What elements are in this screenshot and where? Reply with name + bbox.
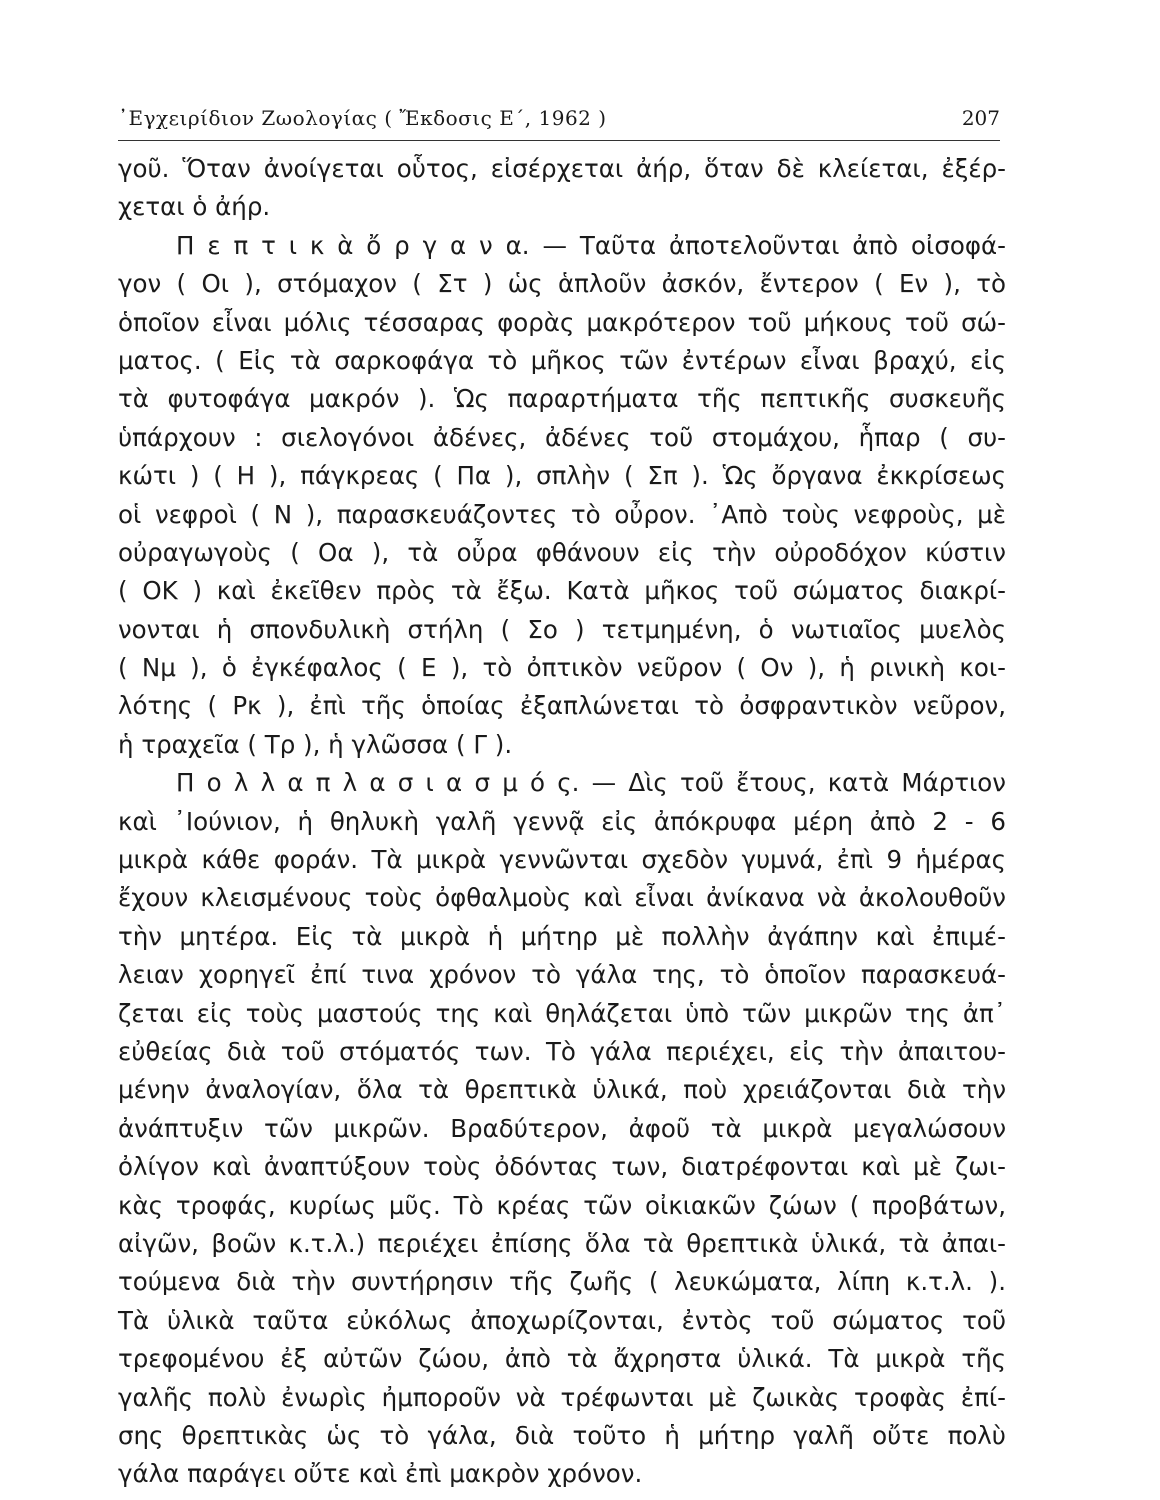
text-line: κὰς τροφάς, κυρίως μῦς. Τὸ κρέας τῶν οἰκιακῶν ζώων ( προβάτων,: [118, 1190, 1006, 1220]
text-line: μικρὰ κάθε φοράν. Τὰ μικρὰ γεννῶνται σχεδὸν γυμνά, ἐπὶ 9 ἡμέρας: [118, 845, 1006, 875]
text-line: ὀλίγον καὶ ἀναπτύξουν τοὺς ὀδόντας των, διατρέφονται καὶ μὲ ζωι-: [118, 1152, 1006, 1182]
text-line: καὶ ᾽Ιούνιον, ἡ θηλυκὴ γαλῆ γεννᾷ εἰς ἀπόκρυφα μέρη ἀπὸ 2 - 6: [118, 806, 1006, 836]
text-line: ὑπάρχουν : σιελογόνοι ἀδένες, ἀδένες τοῦ στομάχου, ἧπαρ ( συ-: [118, 422, 1006, 452]
text-line: Π ε π τ ι κ ὰ ὄ ρ γ α ν α. — Ταῦτα ἀποτελοῦνται ἀπὸ οἰσοφά-: [176, 230, 1006, 260]
text-line: λότης ( Ρκ ), ἐπὶ τῆς ὁποίας ἐξαπλώνεται τὸ ὀσφραντικὸν νεῦρον,: [118, 691, 1006, 721]
text-line: λειαν χορηγεῖ ἐπί τινα χρόνον τὸ γάλα της, τὸ ὁποῖον παρασκευά-: [118, 960, 1006, 990]
text-line: ἔχουν κλεισμένους τοὺς ὀφθαλμοὺς καὶ εἶναι ἀνίκανα νὰ ἀκολουθοῦν: [118, 883, 1006, 913]
text-line: ἀνάπτυξιν τῶν μικρῶν. Βραδύτερον, ἀφοῦ τὰ μικρὰ μεγαλώσουν: [118, 1113, 1006, 1143]
text-line: ζεται εἰς τοὺς μαστούς της καὶ θηλάζεται ὑπὸ τῶν μικρῶν της ἀπ᾽: [118, 998, 1006, 1028]
text-line: σης θρεπτικὰς ὡς τὸ γάλα, διὰ τοῦτο ἡ μήτηρ γαλῆ οὔτε πολὺ: [118, 1420, 1006, 1450]
text-line: γάλα παράγει οὔτε καὶ ἐπὶ μακρὸν χρόνον.: [118, 1459, 643, 1489]
text-line: τὴν μητέρα. Εἰς τὰ μικρὰ ἡ μήτηρ μὲ πολλὴν ἀγάπην καὶ ἐπιμέ-: [118, 921, 1006, 951]
text-line: νονται ἡ σπονδυλικὴ στήλη ( Σο ) τετμημένη, ὁ νωτιαῖος μυελὸς: [118, 614, 1006, 644]
text-line: ( ΟΚ ) καὶ ἐκεῖθεν πρὸς τὰ ἔξω. Κατὰ μῆκος τοῦ σώματος διακρί-: [118, 576, 1006, 606]
text-line: γοῦ. Ὅταν ἀνοίγεται οὗτος, εἰσέρχεται ἀήρ, ὅταν δὲ κλείεται, ἐξέρ-: [118, 154, 1006, 183]
text-line: Π ο λ λ α π λ α σ ι α σ μ ό ς. — Δὶς τοῦ ἔτους, κατὰ Μάρτιον: [176, 768, 1006, 798]
text-line: οὐραγωγοὺς ( Οα ), τὰ οὖρα φθάνουν εἰς τὴν οὐροδόχον κύστιν: [118, 537, 1006, 567]
text-line: ἡ τραχεῖα ( Τρ ), ἡ γλῶσσα ( Γ ).: [118, 729, 513, 759]
text-line: ματος. ( Εἰς τὰ σαρκοφάγα τὸ μῆκος τῶν ἐντέρων εἶναι βραχύ, εἰς: [118, 345, 1006, 375]
text-line: χεται ὁ ἀήρ.: [118, 192, 271, 222]
text-line: Τὰ ὑλικὰ ταῦτα εὐκόλως ἀποχωρίζονται, ἐντὸς τοῦ σώματος τοῦ: [118, 1305, 1006, 1335]
text-line: μένην ἀναλογίαν, ὅλα τὰ θρεπτικὰ ὑλικά, ποὺ χρειάζονται διὰ τὴν: [118, 1075, 1006, 1105]
text-line: αἰγῶν, βοῶν κ.τ.λ.) περιέχει ἐπίσης ὅλα τὰ θρεπτικὰ ὑλικά, τὰ ἀπαι-: [118, 1228, 1006, 1258]
text-line: τὰ φυτοφάγα μακρόν ). Ὡς παραρτήματα τῆς πεπτικῆς συσκευῆς: [118, 384, 1006, 414]
body-text: [118, 150, 1006, 1494]
text-line: ὁποῖον εἶναι μόλις τέσσαρας φορὰς μακρότερον τοῦ μήκους τοῦ σώ-: [118, 307, 1006, 337]
text-line: εὐθείας διὰ τοῦ στόματός των. Τὸ γάλα περιέχει, εἰς τὴν ἀπαιτου-: [118, 1036, 1006, 1066]
text-line: οἱ νεφροὶ ( Ν ), παρασκευάζοντες τὸ οὖρον. ᾽Απὸ τοὺς νεφροὺς, μὲ: [118, 499, 1006, 529]
page-number: 207: [961, 106, 1000, 130]
text-line: κώτι ) ( Η ), πάγκρεας ( Πα ), σπλὴν ( Σπ ). Ὡς ὄργανα ἐκκρίσεως: [118, 461, 1006, 491]
text-line: τούμενα διὰ τὴν συντήρησιν τῆς ζωῆς ( λευκώματα, λίπη κ.τ.λ. ).: [118, 1267, 1006, 1297]
running-header: [118, 104, 1000, 141]
text-line: γον ( Οι ), στόμαχον ( Στ ) ὡς ἁπλοῦν ἀσκόν, ἔντερον ( Εν ), τὸ: [118, 269, 1006, 299]
text-line: γαλῆς πολὺ ἐνωρὶς ἠμποροῦν νὰ τρέφωνται μὲ ζωικὰς τροφὰς ἐπί-: [118, 1382, 1006, 1412]
book-title: ᾽Εγχειρίδιον Ζωολογίας ( Ἔκδοσις Ε΄, 1962 ): [118, 106, 607, 130]
text-line: τρεφομένου ἐξ αὐτῶν ζώου, ἀπὸ τὰ ἄχρηστα ὑλικά. Τὰ μικρὰ τῆς: [118, 1344, 1006, 1374]
text-line: ( Νμ ), ὁ ἐγκέφαλος ( Ε ), τὸ ὀπτικὸν νεῦρον ( Ον ), ἡ ρινικὴ κοι-: [118, 653, 1006, 683]
